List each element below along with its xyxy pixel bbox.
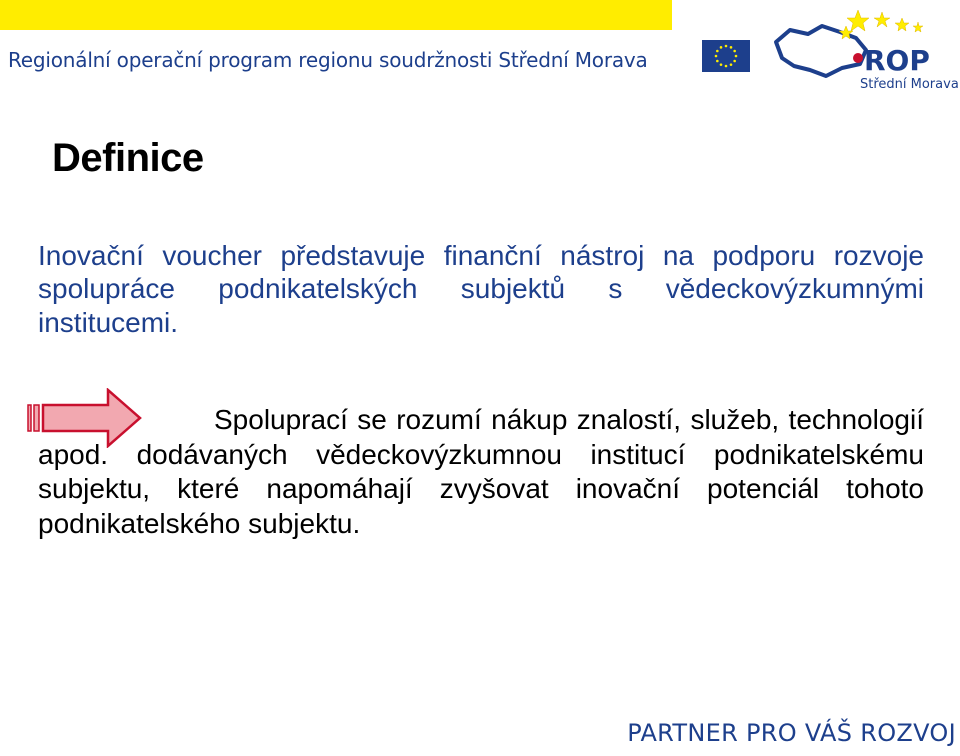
eu-star: [733, 60, 736, 63]
eu-star: [720, 46, 723, 49]
eu-star: [716, 50, 719, 53]
eu-star: [735, 55, 738, 58]
rop-subtitle-text: Střední Morava: [860, 77, 959, 92]
eu-star: [725, 65, 728, 68]
eu-star: [716, 60, 719, 63]
eu-star: [730, 63, 733, 66]
footer-tagline: PARTNER PRO VÁŠ ROZVOJ: [627, 719, 956, 747]
rop-brand-text: ROP: [864, 44, 930, 77]
eu-star: [715, 55, 718, 58]
header-yellow-bar: [0, 0, 672, 30]
eu-flag-icon: [702, 40, 750, 72]
eu-star: [720, 63, 723, 66]
definition-paragraph: Inovační voucher představuje finanční nástroj na podporu rozvoje spolupráce podnikatelských subjektů s vědeckovýzkumnými institucemi.: [38, 240, 924, 338]
eu-star: [730, 46, 733, 49]
rop-logo-icon: [770, 8, 960, 92]
cooperation-paragraph: Spoluprací se rozumí nákup znalostí, služeb, technologií apod. dodávaných vědeckovýzkumnou institucí podnikatelskému subjektu, které napomáhají zvyšovat inovační potenciál tohoto podnikatelského subjektu.: [38, 404, 924, 539]
eu-star: [725, 45, 728, 48]
program-title: Regionální operační program regionu soudržnosti Střední Morava: [8, 48, 648, 72]
eu-star: [733, 50, 736, 53]
slide-heading: Definice: [52, 136, 204, 180]
